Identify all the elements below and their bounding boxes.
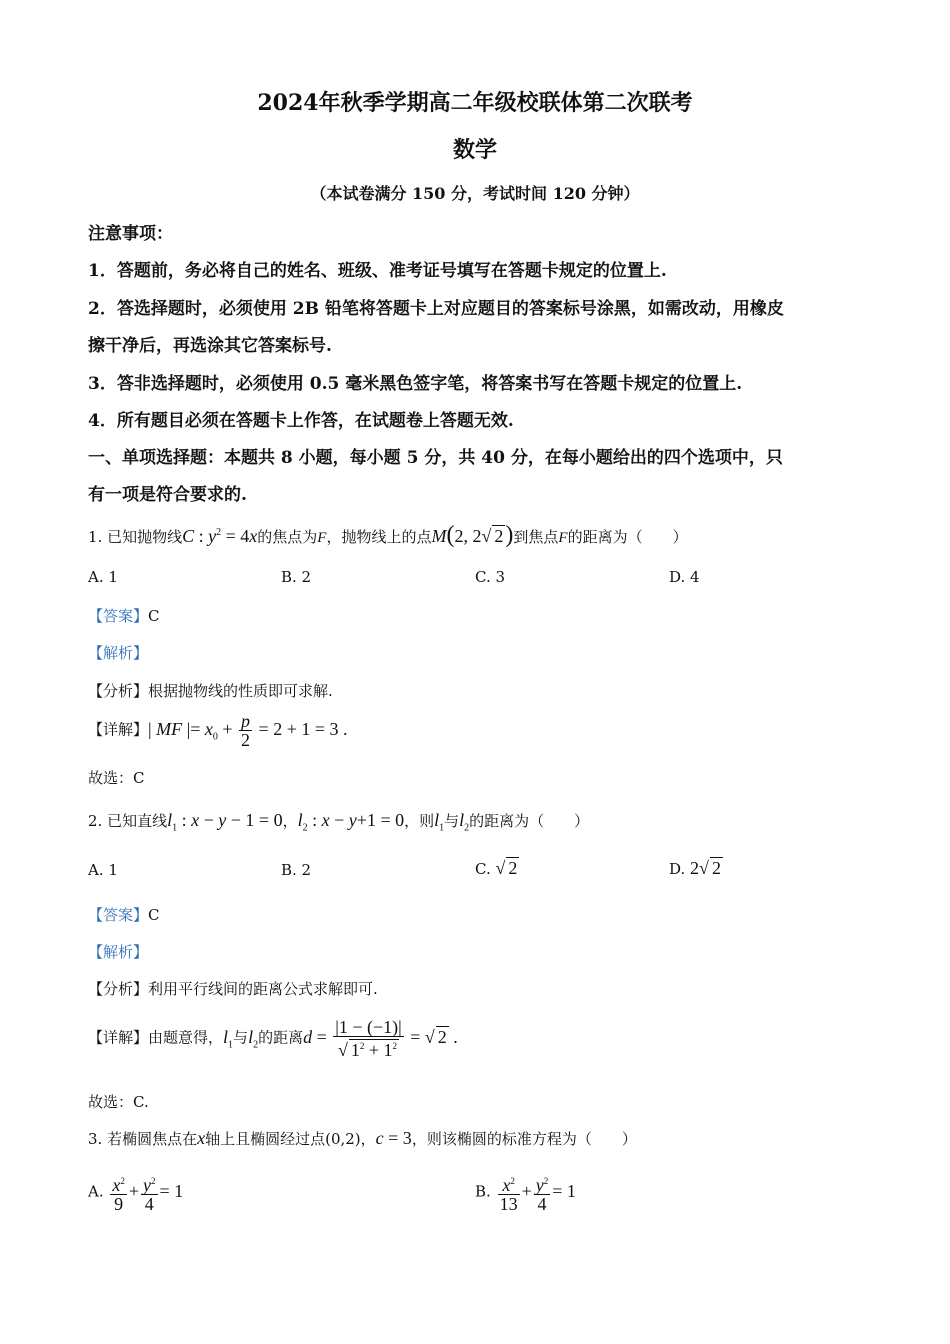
q1-jiexi: 【解析】 <box>88 644 149 662</box>
q1-answer-value: C <box>148 607 160 625</box>
q2-answer-tag: 【答案】 <box>88 906 149 924</box>
q3-option-b: B. $\frac{x^2}{13}$ + $\frac{y^2}{4}$ = 1 <box>475 1172 576 1213</box>
q2-and: 与 <box>444 812 460 830</box>
q1-conclusion: 故选：C <box>88 769 145 787</box>
question-2: 2. 已知直线$l_1$ : x − y − 1 = 0，$l_2$ : x − y+1 = 0，则$l_1$与$l_2$的距离为（ ） <box>88 810 590 834</box>
q2-line-2-equation: $l_2$ : x − y+1 = 0 <box>297 810 405 834</box>
q1-prefix: 1. 已知抛物线 <box>88 528 183 546</box>
notice-item-1: 1．答题前，务必将自己的姓名、班级、准考证号填写在答题卡规定的位置上. <box>88 261 667 281</box>
q2-detail-and: 与 <box>233 1028 249 1047</box>
q1-point-m: M(2, 2√ 2) <box>431 522 514 548</box>
q2-answer <box>88 904 160 925</box>
q2-analysis-text: 利用平行线间的距离公式求解即可. <box>148 980 378 998</box>
q1-mid-1: 的焦点为 <box>257 528 318 546</box>
q2-then: ，则 <box>404 812 435 830</box>
q1-option-d: D. 4 <box>669 568 700 586</box>
q3-mid-1: 轴上且椭圆经过点(0,2)， <box>205 1130 376 1148</box>
q2-option-c-label: C. <box>475 860 491 878</box>
notice-heading: 注意事项： <box>88 224 173 244</box>
q3-prefix: 3. 若椭圆焦点在 <box>88 1130 198 1148</box>
question-3: 3. 若椭圆焦点在x轴上且椭圆经过点(0,2)，c = 3，则该椭圆的标准方程为（ ） <box>88 1128 637 1148</box>
q2-conclusion: 故选：C. <box>88 1093 149 1111</box>
exam-note: （本试卷满分 150 分，考试时间 120 分钟） <box>310 184 640 203</box>
notice-item-2-line-2: 擦干净后，再选涂其它答案标号. <box>88 336 332 356</box>
q3-option-b-label: B. <box>475 1182 491 1201</box>
q1-option-a: A. 1 <box>88 568 118 586</box>
q2-option-a: A. 1 <box>88 861 118 879</box>
q1-analysis-text: 根据抛物线的性质即可求解. <box>148 682 333 700</box>
q1-answer <box>88 605 160 626</box>
question-1: 1. 已知抛物线C : $y^2 = 4x$的焦点为F，抛物线上的点M(2, 2√ 2)到焦点F的距离为（ ） <box>88 522 688 548</box>
q3-option-a-label: A. <box>88 1182 104 1201</box>
q2-detail-text-2: 的距离 <box>258 1028 304 1047</box>
q2-option-c: C. √ 2 <box>475 858 518 878</box>
q1-suffix: 的距离为（ ） <box>567 528 688 546</box>
q1-mid-3: 到焦点 <box>513 528 559 546</box>
q2-analysis <box>88 978 378 999</box>
q2-jiexi: 【解析】 <box>88 943 149 961</box>
q2-suffix: 的距离为（ ） <box>469 812 590 830</box>
q3-option-a: A. $\frac{x^2}{9}$ + $\frac{y^2}{4}$ = 1 <box>88 1172 183 1213</box>
notice-item-2-line-1: 2．答选择题时，必须使用 2B 铅笔将答题卡上对应题目的答案标号涂黑，如需改动，用橡皮 <box>88 299 784 319</box>
q2-analysis-tag: 【分析】 <box>88 980 149 998</box>
section-1-line-2: 有一项是符合要求的. <box>88 485 247 505</box>
q2-line-1-equation: $l_1$ : x − y − 1 = 0 <box>167 810 283 834</box>
q2-option-b: B. 2 <box>281 861 312 879</box>
q2-detail-formula: d = $\frac{|1 - (-1)|}{√ 1^2 + 1^2}$ = √ 2 . <box>303 1017 458 1060</box>
q2-option-d-label: D. <box>669 860 686 878</box>
notice-item-4: 4．所有题目必须在答题卡上作答，在试题卷上答题无效. <box>88 411 514 431</box>
q2-option-d: D. 2√ 2 <box>669 858 721 878</box>
q1-detail <box>88 712 348 749</box>
q2-detail: 【详解】由题意得，$l_1$与$l_2$的距离d = $\frac{|1 - (-1)|}{√ 1^2 + 1^2}$ = √ 2 . <box>88 1017 458 1060</box>
q2-comma: ， <box>282 812 298 830</box>
q2-prefix: 2. 已知直线 <box>88 812 168 830</box>
q1-option-b: B. 2 <box>281 568 312 586</box>
q2-detail-tag: 【详解】 <box>88 1028 149 1047</box>
q2-answer-value: C <box>148 906 160 924</box>
subject-title: 数学 <box>452 137 497 163</box>
q1-detail-formula: | MF |= $x_0$ + $\frac{p}{2}$ = 2 + 1 = 3 . <box>148 711 348 750</box>
notice-item-3: 3．答非选择题时，必须使用 0.5 毫米黑色签字笔，将答案书写在答题卡规定的位置上. <box>88 374 743 394</box>
section-1-line-1: 一、单项选择题：本题共 8 小题，每小题 5 分，共 40 分，在每小题给出的四个选项中，只 <box>88 448 783 468</box>
q1-detail-tag: 【详解】 <box>88 720 149 739</box>
q1-parabola-equation: C : $y^2 = 4x$ <box>182 526 258 546</box>
q2-detail-text-1: 由题意得， <box>148 1028 224 1047</box>
q1-mid-2: ，抛物线上的点 <box>326 528 432 546</box>
q1-analysis <box>88 680 333 701</box>
exam-title: 2024年秋季学期高二年级校联体第二次联考 <box>257 90 693 116</box>
q1-analysis-tag: 【分析】 <box>88 682 149 700</box>
q3-suffix: ，则该椭圆的标准方程为（ ） <box>411 1130 637 1148</box>
q1-option-c: C. 3 <box>475 568 506 586</box>
q1-answer-tag: 【答案】 <box>88 607 149 625</box>
